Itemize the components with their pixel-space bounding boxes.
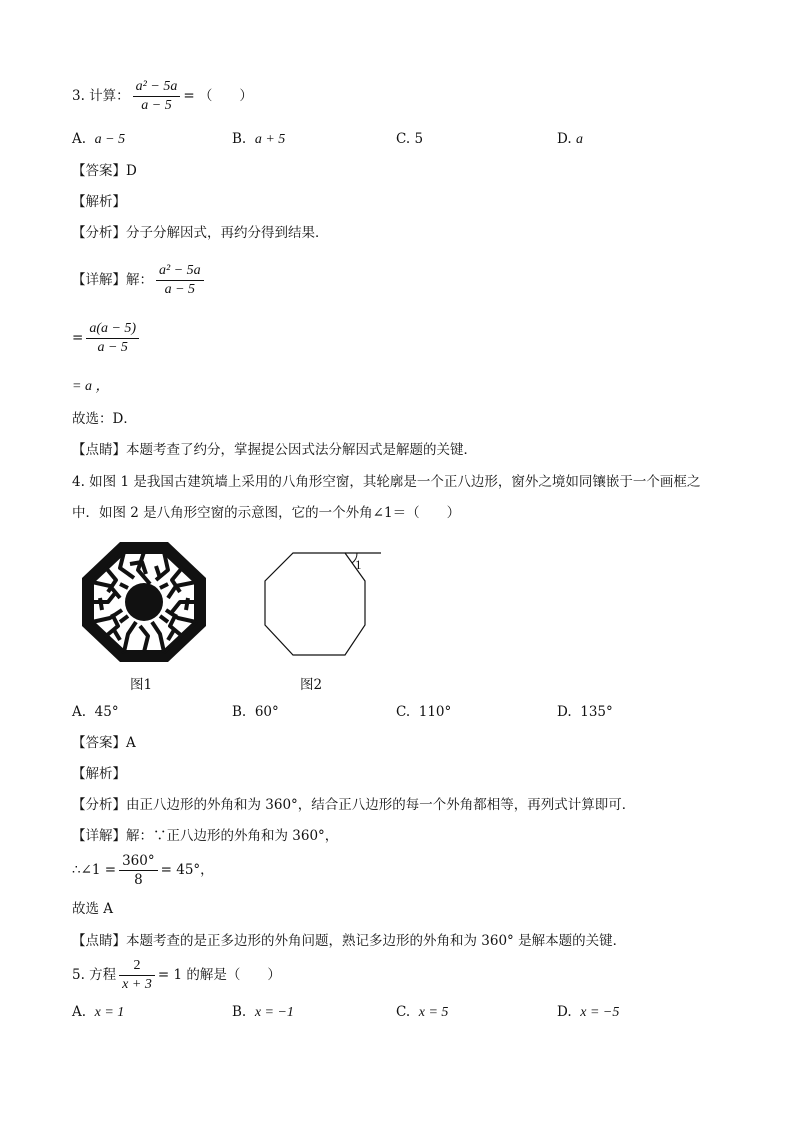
q3-option-d[interactable] (557, 131, 583, 148)
option-text: a (575, 132, 583, 147)
q3-answer: 【答案】D (72, 163, 137, 179)
option-text: 5 (414, 131, 424, 147)
fraction-numerator: 2 (119, 957, 155, 976)
q3-step1-fraction (86, 320, 139, 357)
q3-option-b[interactable] (232, 131, 285, 148)
fraction-numerator: 360° (119, 852, 158, 871)
q3-choose: 故选：D． (72, 411, 137, 427)
option-letter: B. (232, 131, 247, 147)
q3-detail-prefix: 【详解】解： (72, 272, 153, 288)
q4-option-b[interactable] (232, 704, 279, 720)
option-letter: A. (72, 131, 87, 147)
figure-1-octagon-window (80, 540, 208, 664)
q3-fraction (133, 78, 181, 115)
q3-stem-suffix: = （ ） (183, 88, 253, 104)
option-letter: B. (232, 704, 247, 720)
option-text: x = 5 (418, 1005, 449, 1020)
figure-1-caption: 图1 (130, 677, 153, 693)
option-letter: D. (557, 704, 572, 720)
option-text: 110° (418, 704, 452, 720)
option-text: 60° (254, 704, 279, 720)
q3-step2: = a ， (72, 379, 110, 394)
q4-option-d[interactable] (557, 704, 613, 720)
fraction-denominator: a − 5 (97, 340, 128, 355)
q4-stem-line1: 4. 如图 1 是我国古建筑墙上采用的八角形空窗，其轮廓是一个正八边形，窗外之境如同镶嵌于一个画框之 (72, 474, 701, 490)
fraction-numerator: a² − 5a (156, 262, 204, 281)
q3-step1 (72, 320, 142, 357)
q5-option-c[interactable] (396, 1004, 448, 1021)
option-text: x = −5 (580, 1005, 620, 1020)
option-text: 135° (580, 704, 613, 720)
option-text: a − 5 (94, 132, 126, 147)
figure-2-caption: 图2 (300, 677, 323, 693)
q5-stem-prefix: 5. 方程 (72, 967, 117, 983)
option-text: a + 5 (254, 132, 286, 147)
option-letter: D. (557, 131, 572, 147)
q4-calc-suffix: = 45°， (160, 862, 214, 878)
q4-fenxi: 【分析】由正八边形的外角和为 360°，结合正八边形的每一个外角都相等，再列式计算即可． (72, 797, 636, 813)
fraction-denominator: a − 5 (164, 282, 196, 297)
q3-analysis-label: 【解析】 (72, 194, 126, 210)
option-letter: C. (396, 704, 411, 720)
q5-option-a[interactable] (72, 1004, 124, 1021)
option-text: x = −1 (254, 1005, 294, 1020)
q3-frac-den: a − 5 (141, 98, 172, 113)
q4-choose: 故选 A (72, 901, 114, 917)
figure-2-octagon-diagram (255, 545, 390, 665)
equals-sign: = (72, 330, 84, 346)
q4-answer: 【答案】A (72, 735, 136, 751)
option-letter: B. (232, 1004, 247, 1020)
option-text: x = 1 (94, 1005, 125, 1020)
q3-stem (72, 78, 253, 115)
option-letter: C. (396, 1004, 411, 1020)
q5-fraction (119, 957, 155, 994)
q5-option-d[interactable] (557, 1004, 619, 1021)
q3-detail-fraction (156, 262, 204, 299)
option-letter: A. (72, 1004, 87, 1020)
q4-stem-line2: 中．如图 2 是八角形空窗的示意图，它的一个外角∠1＝（ ） (72, 505, 461, 521)
q4-option-a[interactable] (72, 704, 119, 720)
q5-stem (72, 957, 281, 994)
q4-calc-fraction (119, 852, 158, 889)
q4-detail: 【详解】解：∵正八边形的外角和为 360°， (72, 828, 339, 844)
q4-option-c[interactable] (396, 704, 451, 720)
q5-stem-suffix: = 1 的解是（ ） (157, 967, 281, 983)
q3-fenxi: 【分析】分子分解因式，再约分得到结果． (72, 225, 329, 241)
fraction-numerator: a(a − 5) (86, 320, 139, 339)
option-letter: C. (396, 131, 411, 147)
q3-option-c[interactable] (396, 131, 423, 147)
option-text: 45° (94, 704, 119, 720)
fraction-denominator: x + 3 (122, 977, 152, 992)
q4-calc-prefix: ∴∠1 = (72, 862, 117, 878)
q3-frac-num: a² − 5a (133, 78, 181, 97)
option-letter: D. (557, 1004, 572, 1020)
q3-detail (72, 262, 207, 299)
q5-option-b[interactable] (232, 1004, 294, 1021)
q3-option-a[interactable] (72, 131, 125, 148)
angle-label: 1 (355, 557, 362, 572)
option-letter: A. (72, 704, 87, 720)
q4-analysis-label: 【解析】 (72, 766, 126, 782)
fraction-denominator: 8 (134, 872, 143, 888)
q4-dianjing: 【点睛】本题考查的是正多边形的外角问题，熟记多边形的外角和为 360° 是解本题的关键． (72, 933, 627, 949)
q3-dianjing: 【点睛】本题考查了约分，掌握提公因式法分解因式是解题的关键． (72, 442, 477, 458)
q4-calc (72, 852, 214, 889)
q3-stem-prefix: 3. 计算： (72, 88, 130, 104)
